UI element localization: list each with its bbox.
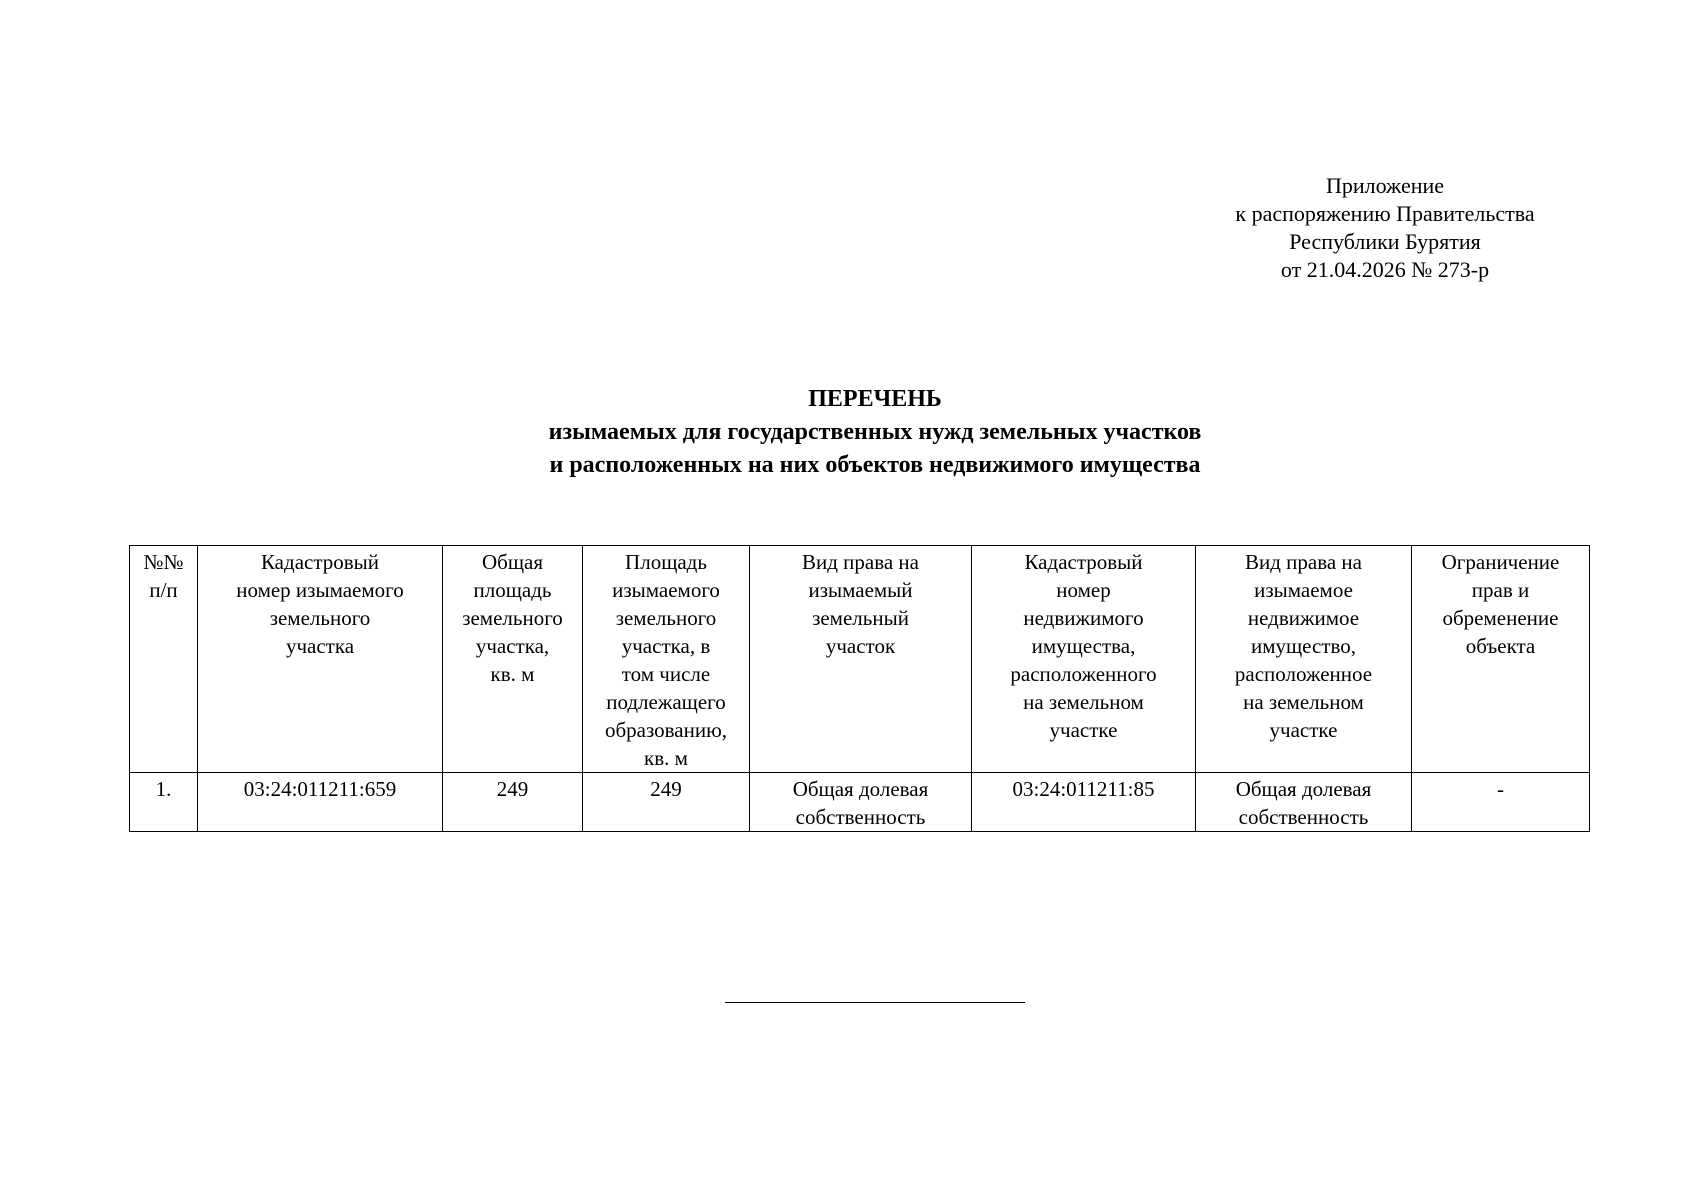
land-plots-table bbox=[129, 545, 1590, 832]
cell-total-area: 249 bbox=[443, 773, 583, 832]
table-row bbox=[130, 773, 1590, 832]
appendix-block bbox=[1185, 172, 1585, 284]
header-seized-area: Площадь изымаемого земельного участка, в том числе подлежащего образованию, кв. м bbox=[583, 546, 750, 773]
cell-property-cadastral-number: 03:24:011211:85 bbox=[972, 773, 1196, 832]
header-property-right-type: Вид права на изымаемое недвижимое имущество, расположенное на земельном участке bbox=[1196, 546, 1412, 773]
cell-row-number: 1. bbox=[130, 773, 198, 832]
document-title-block bbox=[0, 383, 1698, 482]
header-total-area: Общая площадь земельного участка, кв. м bbox=[443, 546, 583, 773]
header-property-cadastral-number: Кадастровый номер недвижимого имущества, расположенного на земельном участке bbox=[972, 546, 1196, 773]
header-encumbrance: Ограничение прав и обременение объекта bbox=[1412, 546, 1590, 773]
cell-encumbrance: - bbox=[1412, 773, 1590, 832]
document-title: ПЕРЕЧЕНЬ bbox=[808, 386, 942, 412]
header-land-right-type: Вид права на изымаемый земельный участок bbox=[750, 546, 972, 773]
appendix-republic-line: Республики Бурятия bbox=[1289, 229, 1481, 254]
table-header-row bbox=[130, 546, 1590, 773]
header-cadastral-number: Кадастровый номер изымаемого земельного участка bbox=[198, 546, 443, 773]
closing-divider-line bbox=[725, 1002, 1025, 1003]
cell-property-right-type: Общая долевая собственность bbox=[1196, 773, 1412, 832]
cell-seized-area: 249 bbox=[583, 773, 750, 832]
document-subtitle-line-2: и расположенных на них объектов недвижимого имущества bbox=[549, 452, 1201, 478]
appendix-title: Приложение bbox=[1325, 173, 1445, 198]
appendix-date-number: от 21.04.2026 № 273-р bbox=[1280, 257, 1490, 282]
document-subtitle-line-1: изымаемых для государственных нужд земельных участков bbox=[548, 419, 1202, 445]
header-row-number: №№ п/п bbox=[130, 546, 198, 773]
cell-land-right-type: Общая долевая собственность bbox=[750, 773, 972, 832]
cell-cadastral-number: 03:24:011211:659 bbox=[198, 773, 443, 832]
appendix-decree-line: к распоряжению Правительства bbox=[1235, 201, 1535, 226]
